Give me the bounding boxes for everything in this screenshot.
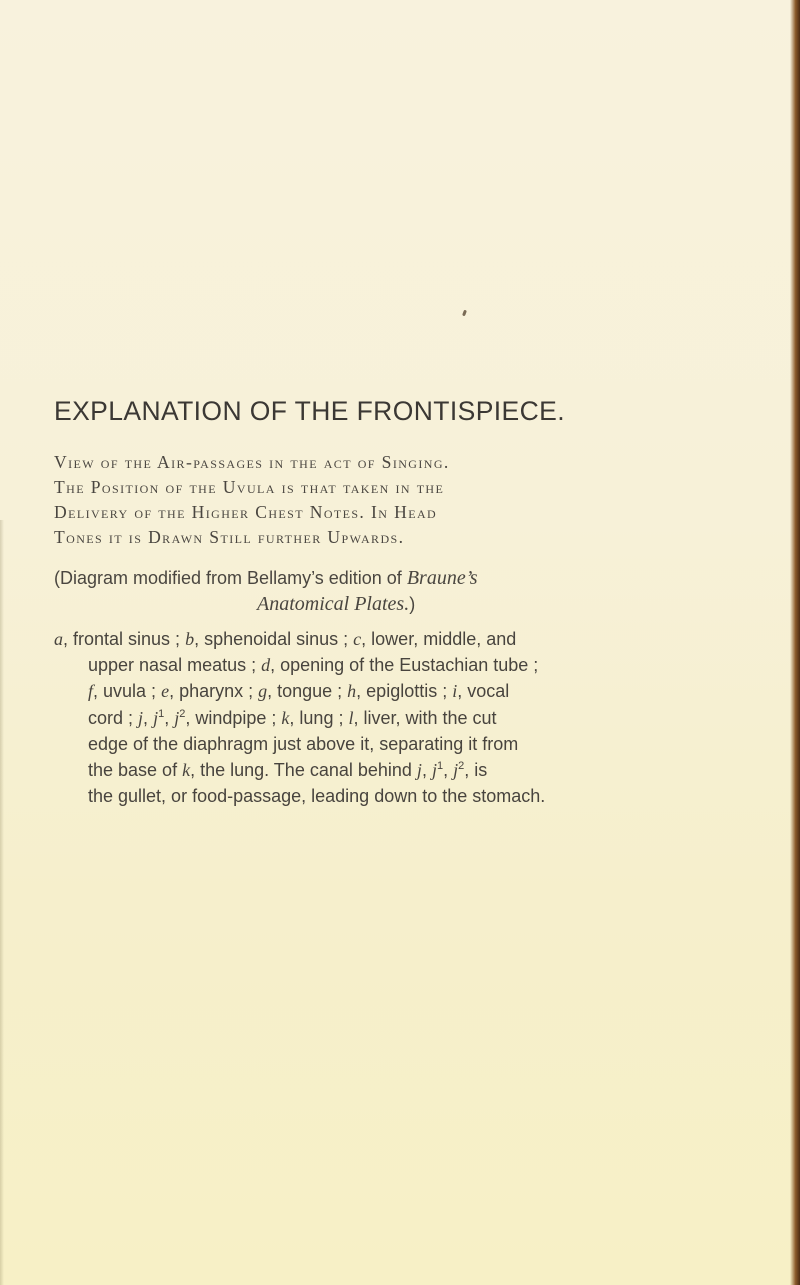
label-l: l	[348, 707, 354, 728]
label-j1: j	[153, 707, 159, 728]
legend-h-text: , epiglottis ;	[356, 681, 453, 702]
legend-c-text: , lower, middle, and	[361, 629, 517, 649]
legend-canal-text: , the lung. The canal behind	[190, 760, 417, 781]
label-k: k	[281, 707, 290, 728]
page-heading: EXPLANATION OF THE FRONTISPIECE.	[54, 396, 565, 426]
legend-line-6: the base of k, the lung. The canal behind j, $j^1$, $j^2$, is	[88, 760, 488, 781]
legend-line-4: cord ; j, $j^1$, $j^2$, windpipe ; k, lung ; l, liver, with the cut	[88, 707, 497, 728]
frontispiece-caption	[54, 450, 754, 550]
legend-line-3	[54, 678, 744, 704]
source-title-part1: Braune’s	[406, 567, 478, 589]
legend-e-text: , pharynx ;	[169, 681, 259, 702]
legend-windpipe-text: , windpipe ;	[185, 707, 282, 728]
legend-line-5: edge of the diaphragm just above it, separating it from	[88, 733, 519, 754]
label-c: c	[353, 629, 362, 649]
label-e: e	[161, 681, 170, 702]
legend-f-text: , uvula ;	[93, 681, 162, 702]
caption-line-2: The Position of the Uvula is that taken in the	[54, 477, 445, 497]
label-j1-ref-sup: 1	[436, 760, 444, 773]
legend-is-text: , is	[464, 760, 488, 781]
source-suffix: )	[409, 594, 416, 614]
label-f: f	[88, 681, 94, 702]
figure-legend	[54, 626, 744, 809]
legend-d-text: , opening of the Eustachian tube ;	[270, 655, 539, 676]
ink-speck	[462, 310, 467, 317]
legend-g-text: , tongue ;	[267, 681, 348, 702]
legend-k-text: , lung ;	[289, 707, 349, 728]
label-j2-ref-sup: 2	[458, 760, 465, 773]
caption-line-1: View of the Air-passages in the act of Singing.	[54, 452, 450, 472]
label-j1-ref: j	[431, 760, 437, 781]
legend-line-2-text: upper nasal meatus ;	[88, 655, 262, 676]
legend-b-text: , sphenoidal sinus ;	[194, 629, 354, 649]
legend-line-7: the gullet, or food-passage, leading down to the stomach.	[88, 786, 546, 807]
label-a: a	[54, 629, 63, 649]
page-shadow	[0, 520, 4, 1285]
source-line-2	[54, 591, 714, 617]
source-prefix: (Diagram modified from Bellamy’s edition of	[54, 568, 407, 588]
label-k-ref: k	[182, 760, 191, 781]
label-j: j	[138, 707, 144, 728]
label-j2-sup: 2	[179, 707, 186, 720]
label-j1-sup: 1	[158, 707, 165, 720]
caption-line-4: Tones it is Drawn Still further Upwards.	[54, 527, 405, 547]
legend-line-1	[54, 626, 744, 652]
label-i: i	[452, 681, 458, 702]
label-d: d	[261, 655, 271, 676]
legend-base-text: the base of	[88, 760, 183, 781]
legend-a-text: , frontal sinus ;	[63, 629, 186, 649]
caption-line-3: Delivery of the Higher Chest Notes. In Head	[54, 502, 438, 522]
legend-l-text: , liver, with the cut	[353, 707, 497, 728]
source-line-1	[54, 565, 714, 591]
label-j2-ref: j	[453, 760, 459, 781]
label-j-ref: j	[416, 760, 422, 781]
legend-line-2	[54, 652, 744, 678]
label-h: h	[347, 681, 357, 702]
label-g: g	[258, 681, 268, 702]
label-j2: j	[174, 707, 180, 728]
page-edge	[790, 0, 800, 1285]
source-title-part2: Anatomical Plates.	[257, 593, 410, 615]
legend-cord-text: cord ;	[88, 707, 139, 728]
legend-i-text: , vocal	[457, 681, 510, 702]
source-note	[54, 565, 714, 617]
label-b: b	[185, 629, 195, 649]
